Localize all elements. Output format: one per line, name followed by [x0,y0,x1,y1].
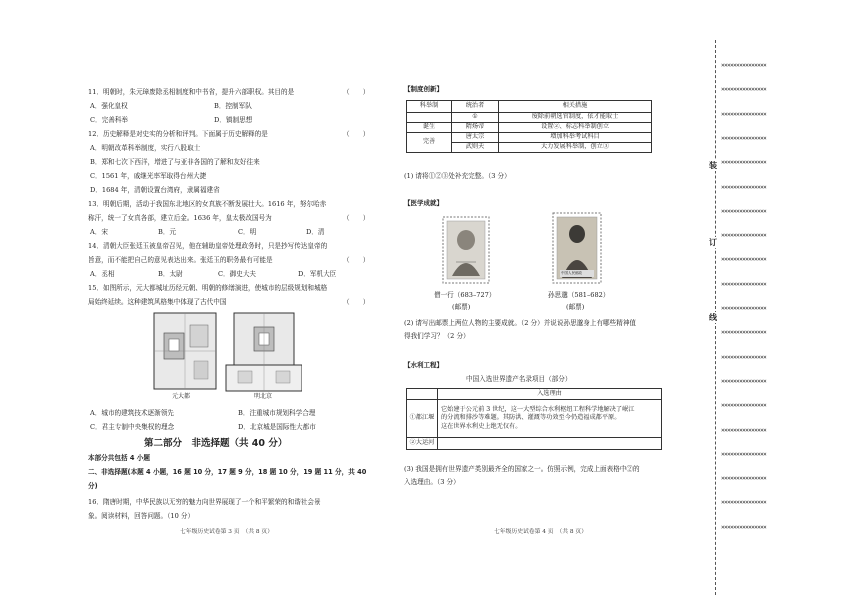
map-caption: 元大都 [172,393,191,400]
option-c: C．1561 年，戚继光率军取得台州大捷 [90,172,207,180]
sub-question-1: (1) 请将①②③处补充完整。（3 分） [404,172,511,180]
option-c: C．明 [238,228,257,236]
table-row-label: ②大运河 [407,438,438,450]
stamp-caption: 孙思邈（581–682） [548,291,610,299]
part-2-instructions: 二、非选择题(本题 4 小题，16 题 10 分，17 题 9 分，18 题 10 分，19 题 11 分，共 40 [88,468,367,476]
yixing-stamp-image [442,216,490,284]
table-cell-line: 这在世界水利史上绝无仅有。 [441,422,522,430]
binding-x-row: ××××××××××××××× [721,232,767,240]
question-15: 15．如图所示，元大都城址历经元朝、明朝的修缮演进，使城市的层级规划和城格 [88,284,328,292]
binding-x-row: ××××××××××××××× [721,353,767,361]
option-a: A．丞相 [90,270,115,278]
option-b: B．太尉 [158,270,183,278]
option-c: C．御史大夫 [218,270,257,278]
part-2-title: 第二部分 非选择题（共 40 分） [144,438,288,449]
table-cell: 诞生 [407,123,452,133]
sub-question-2-cont: 得我们学习？（2 分） [404,332,470,340]
option-d: D．军机大臣 [298,270,337,278]
option-b: B．注重城市规划科学合理 [238,409,316,417]
answer-paren: （ ） [343,88,370,96]
binding-x-row: ××××××××××××××× [721,402,767,410]
answer-paren: （ ） [343,130,370,138]
table-cell: 武则天 [452,143,499,153]
binding-x-row: ××××××××××××××× [721,86,767,94]
binding-x-row: ××××××××××××××× [721,280,767,288]
sub-question-3-cont: 入选理由。（3 分） [404,478,460,486]
keju-table [406,100,652,153]
binding-x-row: ××××××××××××××× [721,62,767,69]
binding-x-row: ××××××××××××××× [721,183,767,191]
table-cell: 增加科举考试科目 [499,133,652,143]
binding-char: 装 [709,160,717,170]
table-header: 入选理由 [438,389,662,400]
binding-x-row: ××××××××××××××× [721,475,767,483]
question-14-cont: 旨意，而不能把自己的意见表达出来。张廷玉的职务最有可能是 [88,256,273,264]
binding-x-row: ××××××××××××××× [721,159,767,167]
option-c: C．完善科举 [90,116,129,124]
question-16: 16．隋唐时期，中华民族以无穷的魅力向世界展现了一个和平繁荣的和谐社会景 [88,498,321,506]
ming-beijing-map [226,313,302,391]
part-2-note: 本部分共包括 4 小题 [88,454,150,462]
binding-x-row: ××××××××××××××× [721,499,767,507]
table-cell [407,113,452,123]
part-2-instructions-cont: 分) [88,482,98,490]
sub-question-3: (3) 我国是拥有世界遗产类别最齐全的国家之一。仿照示例，完成上面表格中②的 [404,465,640,473]
answer-cell[interactable] [438,438,662,450]
binding-char: 线 [709,312,717,322]
binding-char: 订 [709,237,717,247]
binding-x-row: ××××××××××××××× [721,110,767,118]
stamp-text: 中国人民邮政 [561,271,582,275]
question-11: 11．明朝时，朱元璋废除丞相制度和中书省，提升六部职权。其目的是 [88,88,295,96]
stamp-caption-sub: (邮票) [452,303,471,311]
option-a: A．城市的建筑技术逐渐领先 [90,409,174,417]
answer-paren: （ ） [343,256,370,264]
question-14: 14．清朝大臣张廷玉被皇帝召见，他在辅助皇帝处理政务时，只是抄写传达皇帝的 [88,242,328,250]
binding-x-row: ××××××××××××××× [721,207,767,215]
option-d: D．镇制思想 [214,116,253,124]
binding-x-row: ××××××××××××××× [721,329,767,337]
answer-paren: （ ） [343,298,370,306]
section-label-water: 【水利工程】 [404,361,443,369]
table-row-label: ①都江堰 [407,400,438,438]
binding-x-row: ××××××××××××××× [721,134,767,142]
binding-x-row: ××××××××××××××× [721,426,767,434]
question-13-cont: 称汗，统一了女真各部，建立后金。1636 年，皇太极改国号为 [88,214,272,222]
table-cell-line: 它始建于公元前 3 世纪，这一大型综合水利枢纽工程科学地解决了岷江 [441,406,635,414]
question-16-cont: 象。阅读材料，回答问题。（10 分） [88,512,195,520]
table-cell: 隋炀帝 [452,123,499,133]
binding-x-row: ××××××××××××××× [721,377,767,385]
table-cell [407,389,438,400]
binding-x-row: ××××××××××××××× [721,256,767,264]
table-cell: ① [452,113,499,123]
answer-paren: （ ） [343,214,370,222]
yuan-dadu-map [154,313,216,389]
table-cell: 废除前朝选官制度，依才能取士 [499,113,652,123]
table-cell-line: 的分流和排沙等难题。其防洪、灌溉等功效至今仍造福成都平原。 [441,414,621,422]
section-label-system: 【制度创新】 [404,85,443,93]
page-footer: 七年级历史试卷第 4 页 （共 8 页） [494,529,588,535]
option-b: B．郑和七次下西洋，增进了与亚非各国的了解和友好往来 [90,158,260,166]
binding-x-row: ××××××××××××××× [721,523,767,531]
page-footer: 七年级历史试卷第 3 页 （共 8 页） [180,529,274,535]
option-a: A．强化皇权 [90,102,128,110]
table-header: 统治者 [452,101,499,113]
table-cell: 大力发展科举制，创立③ [499,143,652,153]
sub-question-2: (2) 请写出邮票上两位人物的主要成就。（2 分）并说说孙思邈身上有哪些精神值 [404,319,637,327]
question-15-cont: 局始终延续。这种建筑风格集中体现了古代中国 [88,298,227,306]
binding-x-row: ××××××××××××××× [721,450,767,458]
option-b: B．元 [158,228,177,236]
option-d: D．北京城是国际性大都市 [238,423,316,431]
stamp-caption-sub: (邮票) [566,303,585,311]
option-c: C．君主专制中央集权的理念 [90,423,175,431]
map-caption: 明北京 [254,393,273,400]
option-d: D．清 [306,228,325,236]
table-title: 中国入选世界遗产名录项目（部分） [466,375,572,383]
table-cell [438,400,662,438]
option-a: A．宋 [90,228,108,236]
table-cell: 完善 [407,133,452,153]
option-a: A．明朝改革科举制度，实行八股取士 [90,144,201,152]
table-cell: 设置②、标志科举制创立 [499,123,652,133]
table-cell: 唐太宗 [452,133,499,143]
stamp-caption: 僧一行（683–727） [434,291,496,299]
binding-x-row: ××××××××××××××× [721,305,767,312]
table-header: 相关措施 [499,101,652,113]
option-d: D．1684 年，清朝设置台湾府，隶属福建省 [90,186,220,194]
question-13: 13．明朝后期，活动于我国东北地区的女真族不断发展壮大。1616 年，努尔哈赤 [88,200,327,208]
heritage-table [406,388,662,450]
section-label-medicine: 【医学成就】 [404,199,443,207]
option-b: B．控制军队 [214,102,252,110]
table-header: 科举制 [407,101,452,113]
question-12: 12．历史解释是对史实的分析和评判。下面属于历史解释的是 [88,130,268,138]
